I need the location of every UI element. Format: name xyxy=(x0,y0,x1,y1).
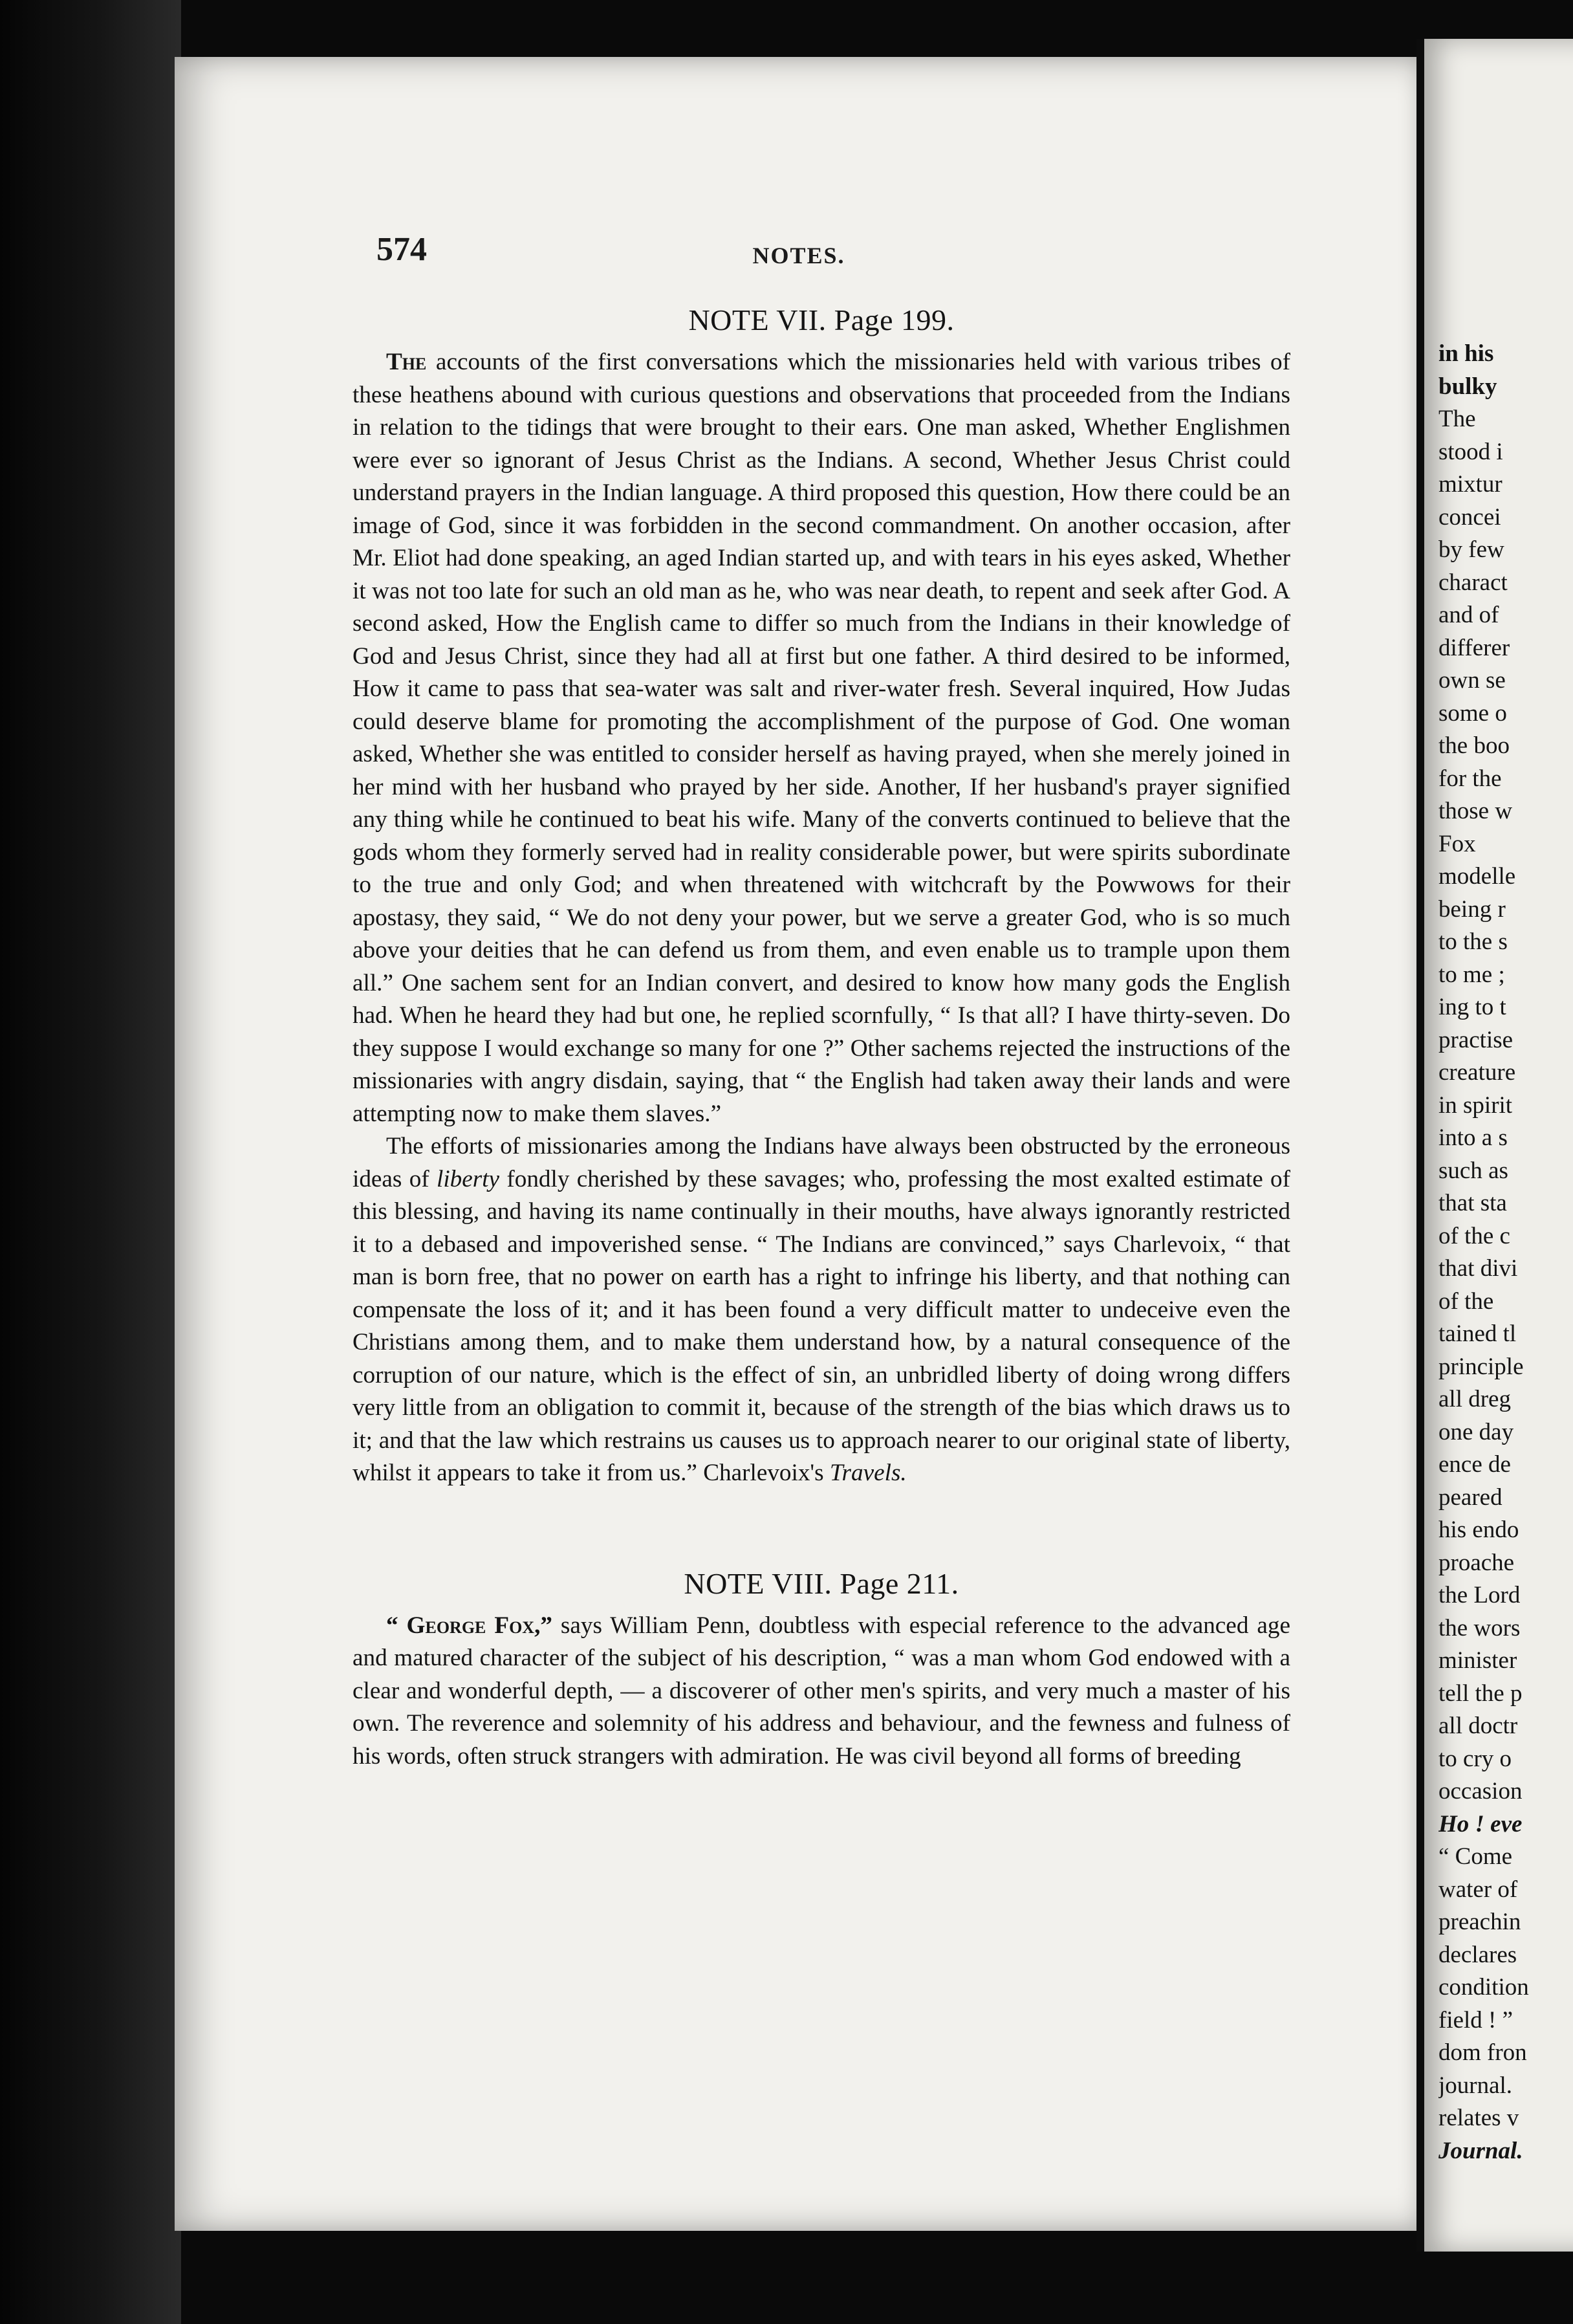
book-spine-shadow xyxy=(0,0,181,2324)
facing-page xyxy=(1416,39,1573,2252)
facing-line: practise xyxy=(1438,1026,1513,1053)
facing-line: being r xyxy=(1438,895,1506,923)
facing-line: condition xyxy=(1438,1974,1529,2001)
note-viii-paragraph-1: “ George Fox,” says William Penn, doubtless with especial reference to the advanced age and matured character of the subject of his description, “ was a man whom God endowed with a clear and wonderful depth, — a discoverer of other men's spirits, and very much a master of his own. The reverence and solemnity of his address and behaviour, and the fewness and fulness of his words, often struck strangers with admiration. He was civil beyond all forms of breeding xyxy=(353,1612,1290,1770)
facing-line: of the c xyxy=(1438,1222,1510,1249)
facing-line: Ho ! eve xyxy=(1438,1810,1523,1837)
facing-line: dom fron xyxy=(1438,2039,1527,2066)
book-page xyxy=(175,57,1423,2231)
running-title: NOTES. xyxy=(752,243,845,269)
drop-name: “ George Fox,” xyxy=(386,1612,552,1639)
facing-line: proache xyxy=(1438,1549,1515,1576)
page-number: 574 xyxy=(376,231,427,268)
facing-line: modelle xyxy=(1438,863,1516,890)
facing-line: to the s xyxy=(1438,928,1508,955)
facing-line: in spirit xyxy=(1438,1091,1513,1119)
facing-line: Fox xyxy=(1438,830,1476,857)
facing-line: that sta xyxy=(1438,1190,1507,1216)
facing-line: occasion xyxy=(1438,1778,1523,1804)
facing-line: mixtur xyxy=(1438,471,1502,498)
facing-line: stood i xyxy=(1438,438,1503,465)
facing-line: to me ; xyxy=(1438,961,1505,988)
page-body xyxy=(353,303,1290,1773)
note-vii-paragraph-1: The accounts of the first conversations which the missionaries held with various tribes of these heathens abound with curious questions and observations that proceeded from the Indians in relation to the tidings that were brought to their ears. One man asked, Whether Englishmen were ever so ignorant of Jesus Christ as the Indians. A second, Whether Jesus Christ could understand prayers in the Indian language. A third proposed this question, How there could be an image of God, since it was forbidden in the second commandment. On another occasion, after Mr. Eliot had done speaking, an aged Indian started up, and with tears in his eyes asked, Whether it was not too late for such an old man as he, who was near death, to repent and seek after God. A second asked, How the English came to differ so much from the Indians in their knowledge of God and Jesus Christ, since they had all at first but one father. A third desired to be informed, How it came to pass that sea-water was salt and river-water fresh. Several inquired, How Judas could deserve blame for promoting the accomplishment of the purpose of God. One woman asked, Whether she was entitled to consider herself as having prayed, when she merely joined in her mind with her husband who prayed by her side. Another, If her husband's prayer signified any thing while he continued to beat his wife. Many of the converts continued to believe that the gods whom they formerly served had in reality considerable power, but were spirits subordinate to the true and only God; and when threatened with witchcraft by the Powwows for their apostasy, they said, “ We do not deny your power, but we serve a greater God, who is so much above your deities that he can defend us from them, and even enable us to trample upon them all.” One sachem sent for an Indian convert, and desired to know how many gods the English had. When he heard they had but one, he replied scornfully, “ Is that all? I have thirty-seven. Do they suppose I would exchange so many for one ?” Other sachems rejected the instructions of the missionaries with angry disdain, saying, that “ the English had taken away their lands and were attempting now to make them slaves.” xyxy=(353,349,1290,1127)
facing-line: water of xyxy=(1438,1876,1518,1903)
facing-line: one day xyxy=(1438,1418,1514,1445)
facing-line: into a s xyxy=(1438,1124,1508,1151)
facing-line: the Lord xyxy=(1438,1582,1521,1608)
facing-line: his endo xyxy=(1438,1517,1519,1543)
facing-line: by few xyxy=(1438,536,1504,563)
running-head xyxy=(175,230,1423,282)
facing-line: all dreg xyxy=(1438,1386,1511,1412)
facing-line: ing to t xyxy=(1438,994,1506,1020)
italic-liberty: liberty xyxy=(436,1165,500,1192)
facing-line: tained tl xyxy=(1438,1321,1517,1347)
facing-line: own se xyxy=(1438,667,1506,694)
facing-line: peared xyxy=(1438,1484,1502,1511)
facing-line: creature xyxy=(1438,1059,1516,1086)
facing-line: those w xyxy=(1438,798,1513,824)
italic-travels: Travels. xyxy=(829,1460,907,1486)
facing-line: of the xyxy=(1438,1288,1494,1315)
facing-line: all doctr xyxy=(1438,1713,1518,1739)
facing-line: ence de xyxy=(1438,1451,1511,1478)
note-vii-paragraph-2: The efforts of missionaries among the Indians have always been obstructed by the erroneous ideas of liberty fondly cherished by these savages; who, professing the most exalted estimate of this blessing, and having its name continually in their mouths, have always ignorantly restricted it to a debased and impoverished sense. “ The Indians are convinced,” says Charlevoix, “ that man is born free, that no power on earth has a right to infringe his liberty, and that nothing can compensate the loss of it; and it has been found a very difficult matter to undeceive even the Christians among them, and to make them understand how, by a natural consequence of the corruption of our nature, which is the effect of sin, an unbridled liberty of doing wrong differs very little from an obligation to commit it, because of the strength of the bias which draws us to it; and that the law which restrains us causes us to approach nearer to our original state of liberty, whilst it appears to take it from us.” Charlevoix's Travels. xyxy=(353,1133,1290,1486)
drop-word: The xyxy=(386,349,427,375)
facing-line: in his xyxy=(1438,340,1494,367)
facing-line: to cry o xyxy=(1438,1745,1512,1772)
facing-line: for the xyxy=(1438,765,1502,792)
facing-line: Journal. xyxy=(1438,2137,1523,2164)
note-vii-heading: NOTE VII. Page 199. xyxy=(688,303,955,336)
facing-line: concei xyxy=(1438,503,1501,531)
facing-line: the boo xyxy=(1438,732,1510,759)
facing-line: that divi xyxy=(1438,1255,1518,1282)
facing-line: and of xyxy=(1438,602,1499,628)
facing-line: journal. xyxy=(1438,2072,1513,2099)
facing-line: minister xyxy=(1438,1647,1517,1674)
facing-line: charact xyxy=(1438,569,1508,596)
facing-line: some o xyxy=(1438,699,1507,727)
facing-line: “ Come xyxy=(1438,1843,1513,1870)
facing-line: declares xyxy=(1438,1941,1517,1968)
facing-line: the wors xyxy=(1438,1614,1521,1641)
facing-line: principle xyxy=(1438,1353,1524,1380)
facing-line: differer xyxy=(1438,634,1510,661)
facing-line: relates v xyxy=(1438,2105,1519,2131)
facing-line: such as xyxy=(1438,1157,1508,1184)
facing-page-text xyxy=(1438,338,1573,2167)
facing-line: bulky xyxy=(1438,373,1497,400)
facing-line: tell the p xyxy=(1438,1680,1523,1707)
facing-line: The xyxy=(1438,406,1476,432)
facing-line: preachin xyxy=(1438,1909,1521,1935)
facing-line: field ! ” xyxy=(1438,2006,1513,2034)
note-viii-heading: NOTE VIII. Page 211. xyxy=(684,1566,959,1600)
